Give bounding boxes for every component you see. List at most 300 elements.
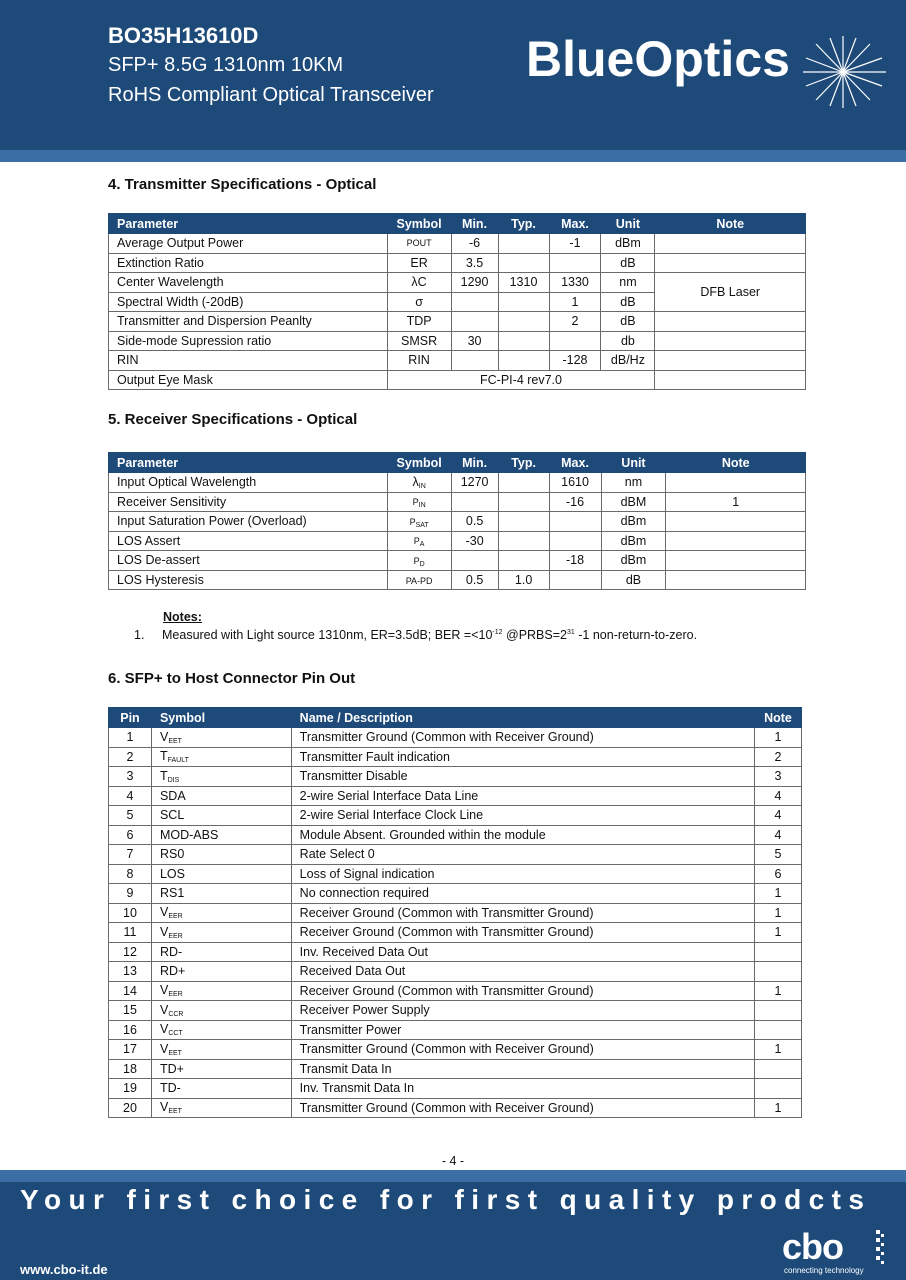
min-cell: 3.5 (451, 253, 498, 273)
param-cell: Input Saturation Power (Overload) (109, 512, 388, 532)
product-subtitle: SFP+ 8.5G 1310nm 10KM (108, 54, 344, 76)
table-row (109, 1040, 802, 1060)
table-row (109, 570, 806, 590)
typ-cell (498, 331, 549, 351)
typ-cell (498, 531, 549, 551)
symbol-cell (387, 551, 451, 571)
pin-col-description: Name / Description (291, 708, 754, 728)
pin-note-cell: 5 (754, 845, 801, 865)
table-row (109, 845, 802, 865)
pin-note-cell: 3 (754, 767, 801, 787)
min-cell (451, 551, 498, 571)
pin-symbol-cell (151, 747, 291, 767)
symbol-cell (387, 492, 451, 512)
max-cell (549, 512, 601, 532)
pin-note-cell: 4 (754, 806, 801, 826)
param-cell: LOS Assert (109, 531, 388, 551)
unit-cell: dBm (601, 512, 666, 532)
pin-symbol-cell (151, 942, 291, 962)
typ-cell (498, 312, 549, 332)
note-cell (655, 253, 806, 273)
footer-accent-band (0, 1170, 906, 1182)
pin-symbol-cell (151, 884, 291, 904)
table-row (109, 273, 806, 293)
table-row (109, 370, 806, 390)
symbol-cell (387, 512, 451, 532)
product-code: BO35H13610D (108, 23, 259, 48)
symbol-cell: λC (387, 273, 451, 293)
pin-description-cell: Receiver Ground (Common with Transmitter Ground) (291, 981, 754, 1001)
pin-symbol-subscript: EET (168, 1108, 182, 1116)
rx-header-row (109, 453, 806, 473)
pin-description-cell: Loss of Signal indication (291, 864, 754, 884)
note-sup-prbs: 31 (566, 629, 575, 636)
table-row (109, 981, 802, 1001)
footer-website-link[interactable]: www.cbo-it.de (20, 1262, 108, 1277)
param-cell: Output Eye Mask (109, 370, 388, 390)
table-row (109, 473, 806, 493)
starburst-icon (798, 34, 888, 110)
pin-symbol: TD+ (159, 1061, 184, 1076)
pin-col-pin: Pin (109, 708, 152, 728)
page-footer (0, 1170, 906, 1280)
notes-title: Notes: (163, 610, 202, 624)
pin-symbol: T (159, 749, 168, 764)
footer-slogan: Your first choice for first quality prodcts (20, 1184, 872, 1215)
pin-number-cell: 11 (109, 923, 152, 943)
note-text-b: @PRBS=2 (502, 628, 567, 642)
typ-cell (498, 351, 549, 371)
table-row (109, 884, 802, 904)
pin-symbol: RS1 (159, 886, 185, 901)
table-row (109, 747, 802, 767)
tx-col-parameter: Parameter (109, 214, 388, 234)
max-cell (549, 570, 601, 590)
symbol-main: P (412, 497, 419, 508)
pin-description-cell: Received Data Out (291, 962, 754, 982)
pin-number-cell: 16 (109, 1020, 152, 1040)
header-accent-band (0, 150, 906, 162)
table-row (109, 923, 802, 943)
max-cell (549, 531, 601, 551)
note-cell (666, 512, 806, 532)
typ-cell (498, 234, 549, 254)
pin-symbol-subscript: EET (168, 737, 182, 745)
symbol-cell: POUT (387, 234, 451, 254)
pin-symbol: MOD-ABS (159, 827, 219, 842)
cbo-logo-text: cbo (782, 1226, 844, 1267)
symbol-cell (387, 570, 451, 590)
max-cell: -1 (549, 234, 601, 254)
table-row (109, 806, 802, 826)
pin-number-cell: 9 (109, 884, 152, 904)
pin-symbol: LOS (159, 866, 185, 881)
symbol-subscript: D (419, 560, 425, 568)
note-text-c: -1 non-return-to-zero. (574, 628, 698, 642)
pin-note-cell: 1 (754, 903, 801, 923)
pin-symbol-cell (151, 923, 291, 943)
table-row (109, 512, 806, 532)
table-row (109, 962, 802, 982)
note-number: 1. (134, 628, 145, 642)
pin-symbol: T (159, 768, 168, 783)
rx-spec-table (108, 452, 806, 590)
pin-symbol-cell (151, 1020, 291, 1040)
typ-cell: 1.0 (498, 570, 549, 590)
note-cell (666, 531, 806, 551)
note-cell-merged: DFB Laser (655, 273, 806, 312)
pin-symbol-subscript: EET (168, 1049, 182, 1057)
pin-symbol: V (159, 1100, 169, 1115)
note-cell (655, 351, 806, 371)
table-row (109, 1079, 802, 1099)
symbol-subscript: IN (418, 502, 426, 510)
typ-cell (498, 473, 549, 493)
pin-symbol-subscript: CCR (168, 1010, 184, 1018)
pin-number-cell: 8 (109, 864, 152, 884)
note-cell (666, 473, 806, 493)
max-cell (549, 253, 601, 273)
pin-description-cell: Inv. Transmit Data In (291, 1079, 754, 1099)
pin-symbol: V (159, 729, 169, 744)
pin-note-cell: 2 (754, 747, 801, 767)
symbol-cell: SMSR (387, 331, 451, 351)
symbol-subscript: SAT (415, 521, 429, 529)
table-row (109, 786, 802, 806)
table-row (109, 1098, 802, 1118)
symbol-main: λ (412, 474, 419, 489)
note-cell (655, 312, 806, 332)
pin-symbol: SCL (159, 808, 185, 823)
dots-icon (874, 1228, 886, 1266)
tx-col-note: Note (655, 214, 806, 234)
table-row (109, 312, 806, 332)
pin-number-cell: 18 (109, 1059, 152, 1079)
unit-cell: dBm (601, 551, 666, 571)
pin-description-cell: Rate Select 0 (291, 845, 754, 865)
symbol-main: P (413, 536, 420, 547)
symbol-cell (387, 531, 451, 551)
unit-cell: dBm (601, 531, 666, 551)
typ-cell: 1310 (498, 273, 549, 293)
pin-note-cell (754, 962, 801, 982)
symbol-cell: TDP (387, 312, 451, 332)
pin-description-cell: Module Absent. Grounded within the module (291, 825, 754, 845)
table-row (109, 942, 802, 962)
pin-note-cell: 4 (754, 786, 801, 806)
pin-description-cell: Inv. Received Data Out (291, 942, 754, 962)
rx-col-max: Max. (549, 453, 601, 473)
pin-symbol-cell (151, 981, 291, 1001)
pin-description-cell: Transmitter Ground (Common with Receiver Ground) (291, 1098, 754, 1118)
pin-description-cell: 2-wire Serial Interface Clock Line (291, 806, 754, 826)
param-cell: Center Wavelength (109, 273, 388, 293)
pin-symbol: TD- (159, 1081, 181, 1096)
tx-header-row (109, 214, 806, 234)
pin-symbol-subscript: FAULT (167, 757, 189, 765)
pin-symbol-cell (151, 806, 291, 826)
table-row (109, 1001, 802, 1021)
max-cell: 1610 (549, 473, 601, 493)
pin-description-cell: Transmitter Ground (Common with Receiver Ground) (291, 728, 754, 748)
tx-col-symbol: Symbol (387, 214, 451, 234)
tx-col-max: Max. (549, 214, 601, 234)
min-cell (451, 312, 498, 332)
param-cell: RIN (109, 351, 388, 371)
note-cell (666, 551, 806, 571)
pins-section-title: 6. SFP+ to Host Connector Pin Out (108, 670, 356, 687)
max-cell: 1330 (549, 273, 601, 293)
pin-symbol: V (159, 1041, 169, 1056)
param-cell: Extinction Ratio (109, 253, 388, 273)
rx-col-typ: Typ. (498, 453, 549, 473)
page-header (0, 0, 906, 162)
pin-note-cell: 6 (754, 864, 801, 884)
min-cell: 0.5 (451, 570, 498, 590)
param-cell: Side-mode Supression ratio (109, 331, 388, 351)
typ-cell (498, 292, 549, 312)
table-row (109, 234, 806, 254)
param-cell: LOS Hysteresis (109, 570, 388, 590)
note-sup-exponent: -12 (492, 629, 503, 636)
pin-note-cell (754, 1059, 801, 1079)
min-cell: -30 (451, 531, 498, 551)
rx-section-title: 5. Receiver Specifications - Optical (108, 411, 358, 428)
pin-symbol-subscript: EER (168, 932, 183, 940)
pin-number-cell: 14 (109, 981, 152, 1001)
min-cell: 30 (451, 331, 498, 351)
max-cell: -16 (549, 492, 601, 512)
brand-name: BlueOptics (526, 31, 790, 87)
pin-note-cell: 1 (754, 728, 801, 748)
pin-col-note: Note (754, 708, 801, 728)
pin-symbol: V (159, 924, 169, 939)
unit-cell: dB (601, 253, 655, 273)
note-cell (666, 570, 806, 590)
rx-col-symbol: Symbol (387, 453, 451, 473)
tx-section-title: 4. Transmitter Specifications - Optical (108, 176, 377, 193)
tx-col-min: Min. (451, 214, 498, 234)
pin-symbol: V (159, 1022, 169, 1037)
rx-col-min: Min. (451, 453, 498, 473)
pin-symbol: RD+ (159, 964, 186, 979)
pin-symbol: RS0 (159, 847, 185, 862)
pin-symbol-subscript: EER (168, 913, 183, 921)
note-item (134, 628, 697, 642)
param-cell: Transmitter and Dispersion Peanlty (109, 312, 388, 332)
pin-number-cell: 17 (109, 1040, 152, 1060)
pin-symbol: V (159, 905, 169, 920)
pin-description-cell: Transmitter Ground (Common with Receiver Ground) (291, 1040, 754, 1060)
symbol-cell: σ (387, 292, 451, 312)
pin-number-cell: 4 (109, 786, 152, 806)
pin-note-cell: 1 (754, 1040, 801, 1060)
unit-cell: nm (601, 473, 666, 493)
tx-col-unit: Unit (601, 214, 655, 234)
table-row (109, 551, 806, 571)
table-row (109, 1059, 802, 1079)
pin-symbol-cell (151, 825, 291, 845)
symbol-main: P (409, 516, 416, 527)
pin-table (108, 707, 802, 1118)
param-cell: Spectral Width (-20dB) (109, 292, 388, 312)
unit-cell: dB (601, 570, 666, 590)
max-cell (549, 331, 601, 351)
pin-number-cell: 5 (109, 806, 152, 826)
pin-symbol-subscript: CCT (168, 1030, 183, 1038)
table-row (109, 864, 802, 884)
pin-header-row (109, 708, 802, 728)
pin-description-cell: Transmitter Disable (291, 767, 754, 787)
pin-number-cell: 10 (109, 903, 152, 923)
pin-note-cell (754, 1020, 801, 1040)
pin-symbol-cell (151, 1040, 291, 1060)
cbo-tagline: connecting technology (784, 1266, 864, 1275)
page-number: - 4 - (441, 1154, 465, 1168)
pin-description-cell: Receiver Ground (Common with Transmitter Ground) (291, 903, 754, 923)
unit-cell: dBM (601, 492, 666, 512)
symbol-cell: ER (387, 253, 451, 273)
pin-number-cell: 12 (109, 942, 152, 962)
pin-number-cell: 19 (109, 1079, 152, 1099)
pin-col-symbol: Symbol (151, 708, 291, 728)
param-cell: Input Optical Wavelength (109, 473, 388, 493)
pin-symbol-cell (151, 1001, 291, 1021)
pin-description-cell: Transmit Data In (291, 1059, 754, 1079)
table-row (109, 351, 806, 371)
pin-symbol-cell (151, 962, 291, 982)
table-row (109, 825, 802, 845)
pin-symbol: V (159, 983, 169, 998)
unit-cell: dB/Hz (601, 351, 655, 371)
param-cell: LOS De-assert (109, 551, 388, 571)
table-row (109, 253, 806, 273)
min-cell (451, 492, 498, 512)
typ-cell (498, 551, 549, 571)
cbo-logo (782, 1226, 892, 1278)
table-row (109, 1020, 802, 1040)
min-cell (451, 351, 498, 371)
rx-col-note: Note (666, 453, 806, 473)
note-cell: 1 (666, 492, 806, 512)
pin-number-cell: 20 (109, 1098, 152, 1118)
pin-note-cell (754, 1079, 801, 1099)
pin-number-cell: 15 (109, 1001, 152, 1021)
max-cell: -18 (549, 551, 601, 571)
min-cell (451, 292, 498, 312)
pin-description-cell: Receiver Ground (Common with Transmitter Ground) (291, 923, 754, 943)
pin-description-cell: Receiver Power Supply (291, 1001, 754, 1021)
pin-number-cell: 6 (109, 825, 152, 845)
note-text-a: Measured with Light source 1310nm, ER=3.5dB; BER =<10 (162, 628, 493, 642)
param-cell: Receiver Sensitivity (109, 492, 388, 512)
unit-cell: nm (601, 273, 655, 293)
pin-number-cell: 7 (109, 845, 152, 865)
typ-cell (498, 253, 549, 273)
note-cell (655, 234, 806, 254)
pin-symbol: SDA (159, 788, 186, 803)
pin-note-cell: 1 (754, 981, 801, 1001)
param-cell: Average Output Power (109, 234, 388, 254)
pin-description-cell: Transmitter Fault indication (291, 747, 754, 767)
pin-symbol: RD- (159, 944, 183, 959)
symbol-main: PA-PD (405, 575, 433, 586)
pin-description-cell: Transmitter Power (291, 1020, 754, 1040)
pin-number-cell: 13 (109, 962, 152, 982)
pin-symbol-cell (151, 903, 291, 923)
eye-mask-value-cell: FC-PI-4 rev7.0 (387, 370, 655, 390)
symbol-subscript: A (419, 541, 425, 549)
table-row (109, 492, 806, 512)
pin-symbol-cell (151, 786, 291, 806)
product-description: RoHS Compliant Optical Transceiver (108, 84, 434, 106)
typ-cell (498, 512, 549, 532)
table-row (109, 331, 806, 351)
symbol-cell: RIN (387, 351, 451, 371)
typ-cell (498, 492, 549, 512)
header-title-block (108, 22, 434, 110)
min-cell: 1290 (451, 273, 498, 293)
symbol-main: P (413, 555, 420, 566)
table-row (109, 767, 802, 787)
unit-cell: dBm (601, 234, 655, 254)
pin-symbol-cell (151, 845, 291, 865)
tx-spec-table (108, 213, 806, 390)
pin-description-cell: No connection required (291, 884, 754, 904)
pin-note-cell (754, 1001, 801, 1021)
pin-number-cell: 3 (109, 767, 152, 787)
pin-note-cell: 1 (754, 1098, 801, 1118)
pin-symbol-cell (151, 1079, 291, 1099)
table-row (109, 531, 806, 551)
pin-note-cell (754, 942, 801, 962)
unit-cell: db (601, 331, 655, 351)
min-cell: 0.5 (451, 512, 498, 532)
table-row (109, 728, 802, 748)
note-cell (655, 331, 806, 351)
rx-col-parameter: Parameter (109, 453, 388, 473)
note-cell (655, 370, 806, 390)
min-cell: -6 (451, 234, 498, 254)
table-row (109, 903, 802, 923)
pin-symbol: V (159, 1002, 169, 1017)
max-cell: 2 (549, 312, 601, 332)
pin-symbol-cell (151, 767, 291, 787)
pin-symbol-cell (151, 1059, 291, 1079)
pin-symbol-subscript: DIS (167, 776, 180, 784)
pin-symbol-cell (151, 1098, 291, 1118)
symbol-subscript: IN (418, 482, 426, 490)
pin-symbol-cell (151, 728, 291, 748)
max-cell: -128 (549, 351, 601, 371)
pin-symbol-subscript: EER (168, 991, 183, 999)
unit-cell: dB (601, 312, 655, 332)
symbol-cell (387, 473, 451, 493)
blueoptics-logo (526, 30, 896, 100)
tx-col-typ: Typ. (498, 214, 549, 234)
max-cell: 1 (549, 292, 601, 312)
pin-number-cell: 2 (109, 747, 152, 767)
pin-description-cell: 2-wire Serial Interface Data Line (291, 786, 754, 806)
pin-note-cell: 4 (754, 825, 801, 845)
rx-col-unit: Unit (601, 453, 666, 473)
unit-cell: dB (601, 292, 655, 312)
min-cell: 1270 (451, 473, 498, 493)
pin-note-cell: 1 (754, 884, 801, 904)
pin-number-cell: 1 (109, 728, 152, 748)
pin-symbol-cell (151, 864, 291, 884)
pin-note-cell: 1 (754, 923, 801, 943)
